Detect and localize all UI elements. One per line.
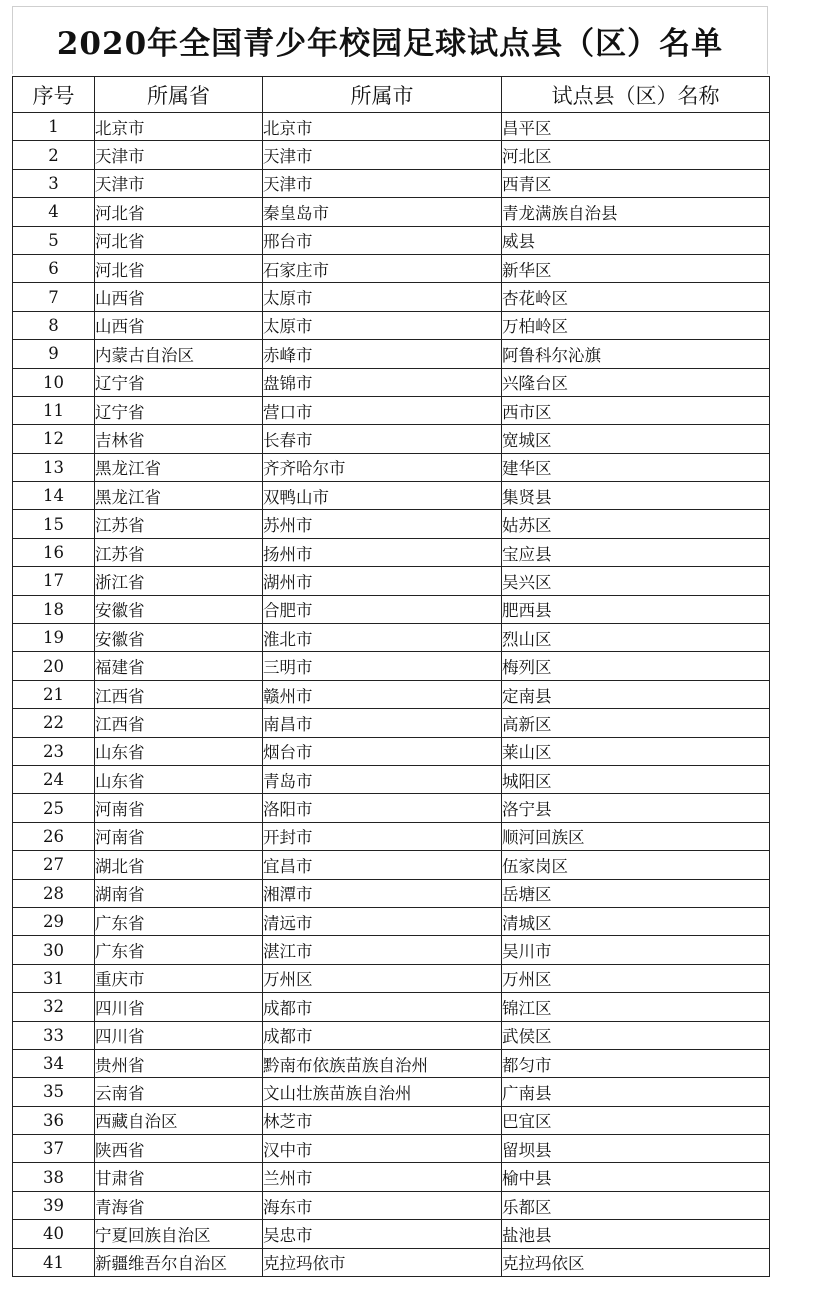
cell-index: 10 — [13, 368, 95, 396]
cell-county: 榆中县 — [502, 1163, 770, 1191]
cell-city: 湘潭市 — [263, 879, 502, 907]
table-row — [13, 340, 770, 368]
cell-city: 汉中市 — [263, 1135, 502, 1163]
cell-county: 伍家岗区 — [502, 851, 770, 879]
table-row — [13, 368, 770, 396]
cell-county: 杏花岭区 — [502, 283, 770, 311]
table-row — [13, 765, 770, 793]
cell-county: 盐池县 — [502, 1220, 770, 1248]
table-row — [13, 226, 770, 254]
table-row — [13, 538, 770, 566]
cell-city: 秦皇岛市 — [263, 198, 502, 226]
cell-province: 天津市 — [95, 169, 263, 197]
cell-province: 重庆市 — [95, 964, 263, 992]
table-row — [13, 1163, 770, 1191]
cell-county: 洛宁县 — [502, 794, 770, 822]
cell-county: 建华区 — [502, 453, 770, 481]
cell-county: 定南县 — [502, 680, 770, 708]
table-header-row — [13, 77, 770, 113]
cell-county: 烈山区 — [502, 624, 770, 652]
table-row — [13, 1021, 770, 1049]
cell-index: 2 — [13, 141, 95, 169]
cell-city: 盘锦市 — [263, 368, 502, 396]
cell-county: 青龙满族自治县 — [502, 198, 770, 226]
cell-index: 23 — [13, 737, 95, 765]
table-row — [13, 396, 770, 424]
cell-province: 云南省 — [95, 1078, 263, 1106]
cell-city: 兰州市 — [263, 1163, 502, 1191]
cell-city: 文山壮族苗族自治州 — [263, 1078, 502, 1106]
table-row — [13, 794, 770, 822]
cell-city: 长春市 — [263, 425, 502, 453]
cell-province: 吉林省 — [95, 425, 263, 453]
table-row — [13, 737, 770, 765]
table-row — [13, 1049, 770, 1077]
cell-city: 太原市 — [263, 311, 502, 339]
column-header-county: 试点县（区）名称 — [502, 77, 770, 113]
table-row — [13, 624, 770, 652]
cell-province: 河北省 — [95, 254, 263, 282]
cell-city: 南昌市 — [263, 709, 502, 737]
cell-city: 石家庄市 — [263, 254, 502, 282]
table-row — [13, 595, 770, 623]
table-row — [13, 1248, 770, 1276]
cell-city: 清远市 — [263, 907, 502, 935]
table-row — [13, 1078, 770, 1106]
cell-city: 三明市 — [263, 652, 502, 680]
cell-city: 齐齐哈尔市 — [263, 453, 502, 481]
table-row — [13, 453, 770, 481]
cell-city: 林芝市 — [263, 1106, 502, 1134]
cell-province: 广东省 — [95, 907, 263, 935]
cell-county: 锦江区 — [502, 993, 770, 1021]
cell-city: 成都市 — [263, 993, 502, 1021]
cell-city: 合肥市 — [263, 595, 502, 623]
table-row — [13, 822, 770, 850]
cell-city: 苏州市 — [263, 510, 502, 538]
cell-index: 35 — [13, 1078, 95, 1106]
cell-index: 28 — [13, 879, 95, 907]
cell-index: 8 — [13, 311, 95, 339]
cell-province: 黑龙江省 — [95, 482, 263, 510]
cell-index: 7 — [13, 283, 95, 311]
cell-index: 33 — [13, 1021, 95, 1049]
cell-city: 湛江市 — [263, 936, 502, 964]
cell-county: 城阳区 — [502, 765, 770, 793]
cell-county: 万柏岭区 — [502, 311, 770, 339]
cell-city: 邢台市 — [263, 226, 502, 254]
cell-province: 宁夏回族自治区 — [95, 1220, 263, 1248]
cell-county: 高新区 — [502, 709, 770, 737]
cell-province: 山东省 — [95, 737, 263, 765]
cell-province: 山东省 — [95, 765, 263, 793]
cell-province: 江苏省 — [95, 510, 263, 538]
cell-province: 西藏自治区 — [95, 1106, 263, 1134]
cell-province: 内蒙古自治区 — [95, 340, 263, 368]
cell-province: 黑龙江省 — [95, 453, 263, 481]
table-row — [13, 311, 770, 339]
cell-province: 北京市 — [95, 113, 263, 141]
cell-city: 黔南布依族苗族自治州 — [263, 1049, 502, 1077]
cell-province: 河北省 — [95, 198, 263, 226]
cell-county: 广南县 — [502, 1078, 770, 1106]
cell-city: 烟台市 — [263, 737, 502, 765]
pilot-county-table — [12, 76, 770, 1277]
cell-city: 成都市 — [263, 1021, 502, 1049]
table-row — [13, 1191, 770, 1219]
title-box — [12, 6, 768, 74]
cell-county: 乐都区 — [502, 1191, 770, 1219]
cell-province: 山西省 — [95, 311, 263, 339]
cell-province: 青海省 — [95, 1191, 263, 1219]
cell-county: 昌平区 — [502, 113, 770, 141]
cell-county: 西市区 — [502, 396, 770, 424]
cell-province: 辽宁省 — [95, 396, 263, 424]
table-row — [13, 936, 770, 964]
page-title: 2020年全国青少年校园足球试点县（区）名单 — [56, 26, 724, 62]
cell-city: 洛阳市 — [263, 794, 502, 822]
cell-index: 20 — [13, 652, 95, 680]
cell-city: 青岛市 — [263, 765, 502, 793]
cell-province: 四川省 — [95, 993, 263, 1021]
cell-province: 四川省 — [95, 1021, 263, 1049]
table-row — [13, 567, 770, 595]
cell-province: 甘肃省 — [95, 1163, 263, 1191]
cell-city: 宜昌市 — [263, 851, 502, 879]
cell-index: 22 — [13, 709, 95, 737]
table-row — [13, 1135, 770, 1163]
cell-county: 武侯区 — [502, 1021, 770, 1049]
cell-index: 37 — [13, 1135, 95, 1163]
table-row — [13, 482, 770, 510]
cell-county: 集贤县 — [502, 482, 770, 510]
cell-county: 巴宜区 — [502, 1106, 770, 1134]
cell-index: 11 — [13, 396, 95, 424]
cell-index: 32 — [13, 993, 95, 1021]
cell-city: 北京市 — [263, 113, 502, 141]
cell-index: 38 — [13, 1163, 95, 1191]
cell-county: 兴隆台区 — [502, 368, 770, 396]
cell-county: 梅列区 — [502, 652, 770, 680]
cell-county: 万州区 — [502, 964, 770, 992]
cell-city: 湖州市 — [263, 567, 502, 595]
cell-county: 河北区 — [502, 141, 770, 169]
cell-county: 西青区 — [502, 169, 770, 197]
cell-index: 5 — [13, 226, 95, 254]
cell-province: 天津市 — [95, 141, 263, 169]
cell-province: 辽宁省 — [95, 368, 263, 396]
cell-index: 15 — [13, 510, 95, 538]
cell-index: 31 — [13, 964, 95, 992]
cell-county: 威县 — [502, 226, 770, 254]
cell-province: 河南省 — [95, 822, 263, 850]
cell-city: 开封市 — [263, 822, 502, 850]
cell-county: 克拉玛依区 — [502, 1248, 770, 1276]
cell-city: 扬州市 — [263, 538, 502, 566]
table-row — [13, 425, 770, 453]
cell-index: 24 — [13, 765, 95, 793]
table-row — [13, 851, 770, 879]
cell-index: 18 — [13, 595, 95, 623]
table-row — [13, 141, 770, 169]
cell-province: 河南省 — [95, 794, 263, 822]
cell-county: 宝应县 — [502, 538, 770, 566]
cell-city: 赤峰市 — [263, 340, 502, 368]
cell-county: 姑苏区 — [502, 510, 770, 538]
cell-index: 1 — [13, 113, 95, 141]
cell-province: 安徽省 — [95, 624, 263, 652]
cell-city: 克拉玛依市 — [263, 1248, 502, 1276]
cell-province: 浙江省 — [95, 567, 263, 595]
table-row — [13, 1220, 770, 1248]
cell-province: 贵州省 — [95, 1049, 263, 1077]
table-row — [13, 709, 770, 737]
cell-index: 36 — [13, 1106, 95, 1134]
column-header-city: 所属市 — [263, 77, 502, 113]
table-row — [13, 680, 770, 708]
cell-county: 莱山区 — [502, 737, 770, 765]
cell-city: 天津市 — [263, 141, 502, 169]
cell-city: 太原市 — [263, 283, 502, 311]
cell-index: 12 — [13, 425, 95, 453]
cell-province: 河北省 — [95, 226, 263, 254]
cell-city: 天津市 — [263, 169, 502, 197]
table-row — [13, 169, 770, 197]
table-row — [13, 510, 770, 538]
table-row — [13, 1106, 770, 1134]
cell-index: 14 — [13, 482, 95, 510]
cell-index: 4 — [13, 198, 95, 226]
cell-index: 16 — [13, 538, 95, 566]
cell-county: 阿鲁科尔沁旗 — [502, 340, 770, 368]
column-header-province: 所属省 — [95, 77, 263, 113]
cell-index: 27 — [13, 851, 95, 879]
cell-index: 25 — [13, 794, 95, 822]
cell-index: 41 — [13, 1248, 95, 1276]
table-row — [13, 283, 770, 311]
cell-county: 宽城区 — [502, 425, 770, 453]
cell-index: 6 — [13, 254, 95, 282]
cell-province: 江西省 — [95, 680, 263, 708]
cell-county: 清城区 — [502, 907, 770, 935]
cell-province: 山西省 — [95, 283, 263, 311]
cell-city: 营口市 — [263, 396, 502, 424]
cell-county: 吴川市 — [502, 936, 770, 964]
cell-county: 顺河回族区 — [502, 822, 770, 850]
cell-index: 26 — [13, 822, 95, 850]
table-row — [13, 993, 770, 1021]
cell-index: 39 — [13, 1191, 95, 1219]
cell-index: 34 — [13, 1049, 95, 1077]
cell-city: 双鸭山市 — [263, 482, 502, 510]
table-row — [13, 652, 770, 680]
table-body — [13, 113, 770, 1277]
cell-index: 17 — [13, 567, 95, 595]
table-row — [13, 964, 770, 992]
table-row — [13, 879, 770, 907]
table-row — [13, 907, 770, 935]
cell-city: 淮北市 — [263, 624, 502, 652]
column-header-index: 序号 — [13, 77, 95, 113]
cell-index: 3 — [13, 169, 95, 197]
cell-index: 21 — [13, 680, 95, 708]
cell-county: 留坝县 — [502, 1135, 770, 1163]
cell-city: 海东市 — [263, 1191, 502, 1219]
table-row — [13, 254, 770, 282]
cell-province: 安徽省 — [95, 595, 263, 623]
cell-index: 19 — [13, 624, 95, 652]
cell-province: 江苏省 — [95, 538, 263, 566]
cell-index: 13 — [13, 453, 95, 481]
table-row — [13, 198, 770, 226]
cell-county: 吴兴区 — [502, 567, 770, 595]
cell-county: 新华区 — [502, 254, 770, 282]
cell-province: 江西省 — [95, 709, 263, 737]
cell-province: 湖南省 — [95, 879, 263, 907]
cell-county: 肥西县 — [502, 595, 770, 623]
cell-index: 30 — [13, 936, 95, 964]
cell-index: 40 — [13, 1220, 95, 1248]
cell-index: 29 — [13, 907, 95, 935]
cell-province: 新疆维吾尔自治区 — [95, 1248, 263, 1276]
cell-index: 9 — [13, 340, 95, 368]
cell-province: 广东省 — [95, 936, 263, 964]
cell-province: 湖北省 — [95, 851, 263, 879]
table-row — [13, 113, 770, 141]
cell-province: 陕西省 — [95, 1135, 263, 1163]
cell-county: 都匀市 — [502, 1049, 770, 1077]
cell-city: 万州区 — [263, 964, 502, 992]
cell-city: 吴忠市 — [263, 1220, 502, 1248]
cell-county: 岳塘区 — [502, 879, 770, 907]
cell-city: 赣州市 — [263, 680, 502, 708]
cell-province: 福建省 — [95, 652, 263, 680]
